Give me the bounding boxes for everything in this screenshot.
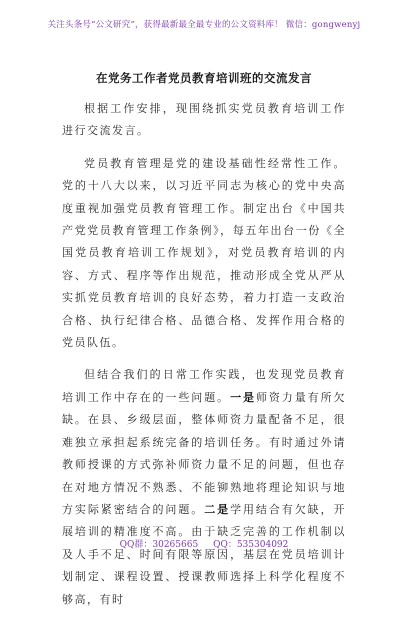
paragraph-intro: 根据工作安排，现围绕抓实党员教育培训工作进行交流发言。 [62,102,346,138]
footer-contact [0,537,408,550]
document-title: 在党务工作者党员教育培训班的交流发言 [96,71,312,85]
paragraph-problems-mid: 师资力量有所欠缺。在县、乡级层面，整体师资力量配备不足，很难独立承担起系统完备的培训任务。有时通过外请教师授课的方式弥补师资力量不足的问题，但也存在对地方情况不熟悉、不能铆熟地将理论知识与地方实际紧密结合的问题。 [62,390,347,516]
footer-qq: QQ：535304092 [213,540,289,550]
point-one-label: 一是 [230,390,256,404]
paragraph-problems-pre: 但结合我们的日常工作实践，也发现党员教育培训工作中存在的一些问题。 [62,368,346,404]
point-two-label: 二是 [204,502,231,516]
paragraph-problems-post: 学用结合有欠缺，开展培训的精准度不高。由于缺乏完善的工作机制以及人手不足、时间有限等原因，基层在党员培训计划制定、课程设置、授课教师选择上科学化程度不够高，有时 [62,502,347,606]
footer-qq-group: QQ群：30265665 [119,540,199,550]
paragraph-problems [62,364,346,610]
paragraph-background: 党员教育管理是党的建设基础性经常性工作。党的十八大以来，以习近平同志为核心的党中央高度重视加强党员教育管理工作。制定出台《中国共产党党员教育管理工作条例》，每五年出台一份《全国党员教育培训工作规划》，对党员教育培训的内容、方式、程序等作出规范，推动形成全党从严从实抓党员教育培训的良好态势，着力打造一支政治合格、执行纪律合格、品德合格、发挥作用合格的党员队伍。 [62,156,346,350]
header-note: 关注头条号“公文研究”，获得最新最全最专业的公文资料库！ 微信：gongwenyj [47,20,361,30]
